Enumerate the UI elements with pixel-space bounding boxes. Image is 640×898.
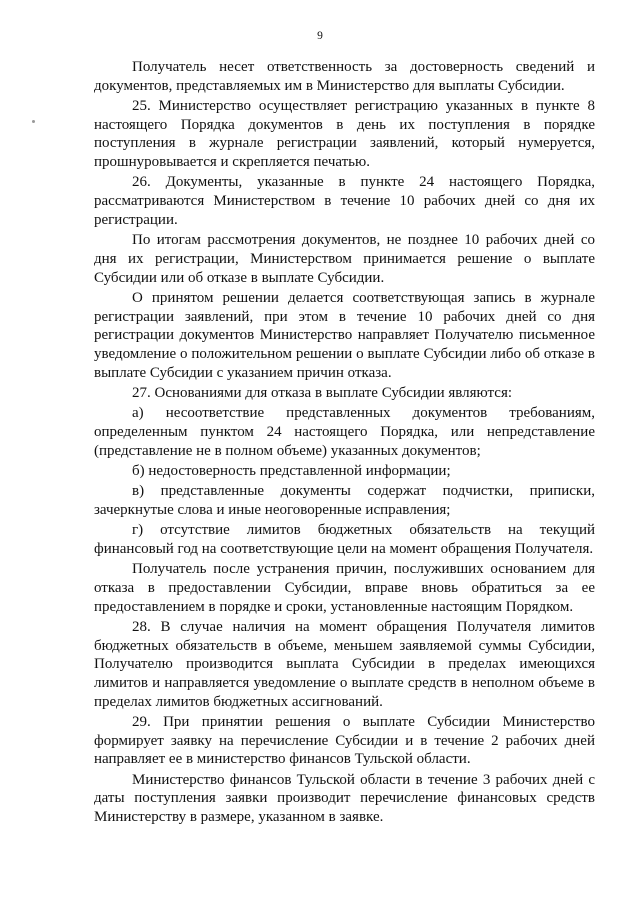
paragraph-27-g: г) отсутствие лимитов бюджетных обязательств на текущий финансовый год на соответствующие цели на момент обращения Получателя.	[94, 522, 595, 557]
paragraph-27-v: в) представленные документы содержат подчистки, приписки, зачеркнутые слова и иные неоговоренные исправления;	[94, 483, 595, 518]
paragraph-27: 27. Основаниями для отказа в выплате Субсидии являются:	[132, 384, 513, 401]
paragraph-decision-record: О принятом решении делается соответствующая запись в журнале регистрации заявлений, при этом в течение 10 рабочих дней со дня регистрации документов Министерство направляет Получателю письменное уведомление о положительном решении о выплате Субсидии либо об отказе в выплате Субсидии с указанием причин отказа.	[94, 289, 595, 381]
paragraph-reapply: Получатель после устранения причин, послуживших основанием для отказа в предоставлении Субсидии, вправе вновь обратиться за ее предоставлением в порядке и сроки, установленные настоящим Порядком.	[94, 561, 595, 615]
paragraph-review-results: По итогам рассмотрения документов, не позднее 10 рабочих дней со дня их регистрации, Министерством принимается решение о выплате Субсидии или об отказе в выплате Субсидии.	[94, 232, 595, 286]
paragraph-26: 26. Документы, указанные в пункте 24 настоящего Порядка, рассматриваются Министерством в течение 10 рабочих дней со дня их регистрации.	[94, 174, 595, 228]
scan-artifact-dot	[32, 120, 35, 123]
paragraph-27-b: б) недостоверность представленной информации;	[132, 462, 451, 479]
paragraph-25: 25. Министерство осуществляет регистрацию указанных в пункте 8 настоящего Порядка документов в день их поступления в порядке поступления в журнале регистрации заявлений, который нумеруется, прошнуровывается и скрепляется печатью.	[94, 98, 595, 171]
document-body	[94, 58, 595, 828]
paragraph-29: 29. При принятии решения о выплате Субсидии Министерство формирует заявку на перечисление Субсидии и в течение 2 рабочих дней направляет ее в министерство финансов Тульской области.	[94, 714, 595, 768]
paragraph-responsibility: Получатель несет ответственность за достоверность сведений и документов, представляемых им в Министерство для выплаты Субсидии.	[94, 59, 595, 94]
paragraph-27-a: а) несоответствие представленных документов требованиям, определенным пунктом 24 настоящего Порядка, или непредставление (представление не в полном объеме) указанных документов;	[94, 405, 595, 459]
paragraph-finance-ministry: Министерство финансов Тульской области в течение 3 рабочих дней с даты поступления заявки производит перечисление финансовых средств Министерству в размере, указанном в заявке.	[94, 771, 595, 826]
paragraph-28: 28. В случае наличия на момент обращения Получателя лимитов бюджетных обязательств в объеме, меньшем заявляемой суммы Субсидии, Получателю производится выплата Субсидии в пределах имеющихся лимитов и направляется уведомление о выплате средств в неполном объеме в пределах лимитов бюджетных ассигнований.	[94, 618, 595, 710]
page-number: 9	[317, 30, 323, 42]
